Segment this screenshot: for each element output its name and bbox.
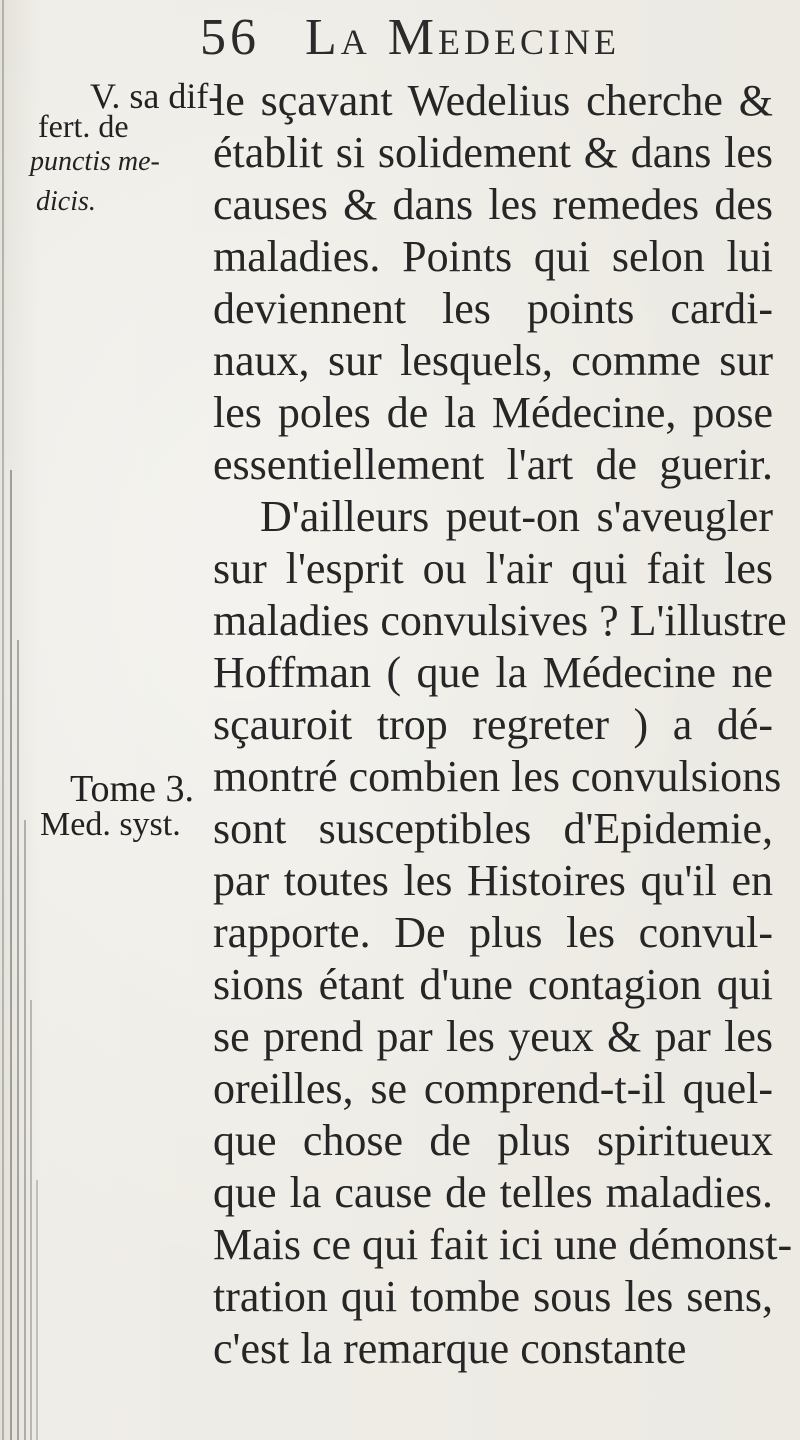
margin-note: fert. de <box>38 108 129 144</box>
text-line: que la cause de telles maladies. <box>213 1168 773 1217</box>
text-line: naux, sur lesquels, comme sur <box>213 336 773 385</box>
text-line: se prend par les yeux & par les <box>213 1012 773 1061</box>
text-line: sçauroit trop regreter ) a dé- <box>213 700 773 749</box>
text-line: essentiellement l'art de guerir. <box>213 440 773 489</box>
text-line: causes & dans les remedes des <box>213 180 773 229</box>
margin-note: punctis me- <box>30 146 160 177</box>
margin-note: Med. syst. <box>40 806 181 843</box>
text-line: sions étant d'une contagion qui <box>213 960 773 1009</box>
page-title: La Medecine <box>305 9 620 66</box>
text-line: maladies convulsives ? L'illustre <box>213 596 787 645</box>
binding-line <box>10 470 12 1440</box>
text-line: Hoffman ( que la Médecine ne <box>213 648 773 697</box>
margin-note: Tome 3. <box>70 768 194 810</box>
text-line: sur l'esprit ou l'air qui fait les <box>213 544 773 593</box>
text-line: les poles de la Médecine, pose <box>213 388 773 437</box>
text-line: sont susceptibles d'Epidemie, <box>213 804 773 853</box>
margin-note: dicis. <box>36 186 96 217</box>
binding-line <box>30 1000 32 1440</box>
binding-line <box>24 820 26 1440</box>
text-line: Mais ce qui fait ici une démonst- <box>213 1220 793 1269</box>
text-line: que chose de plus spiritueux <box>213 1116 773 1165</box>
text-line: maladies. Points qui selon lui <box>213 232 773 281</box>
text-line: c'est la remarque constante <box>213 1324 687 1373</box>
text-line: deviennent les points cardi- <box>213 284 773 333</box>
binding-line <box>36 1180 38 1440</box>
text-line: montré combien les convulsions <box>213 752 782 801</box>
page-number: 56 <box>200 9 260 66</box>
text-line: par toutes les Histoires qu'il en <box>213 856 773 905</box>
margin-note: V. sa dif- <box>90 76 221 116</box>
binding-line <box>17 640 19 1440</box>
text-line: établit si solidement & dans les <box>213 128 773 177</box>
text-line: D'ailleurs peut-on s'aveugler <box>260 492 773 541</box>
binding-line <box>2 0 4 1440</box>
text-line: tration qui tombe sous les sens, <box>213 1272 773 1321</box>
text-line: rapporte. De plus les convul- <box>213 908 773 957</box>
running-head <box>200 8 620 67</box>
text-line: le sçavant Wedelius cherche & <box>213 76 773 125</box>
text-line: oreilles, se comprend-t-il quel- <box>213 1064 773 1113</box>
